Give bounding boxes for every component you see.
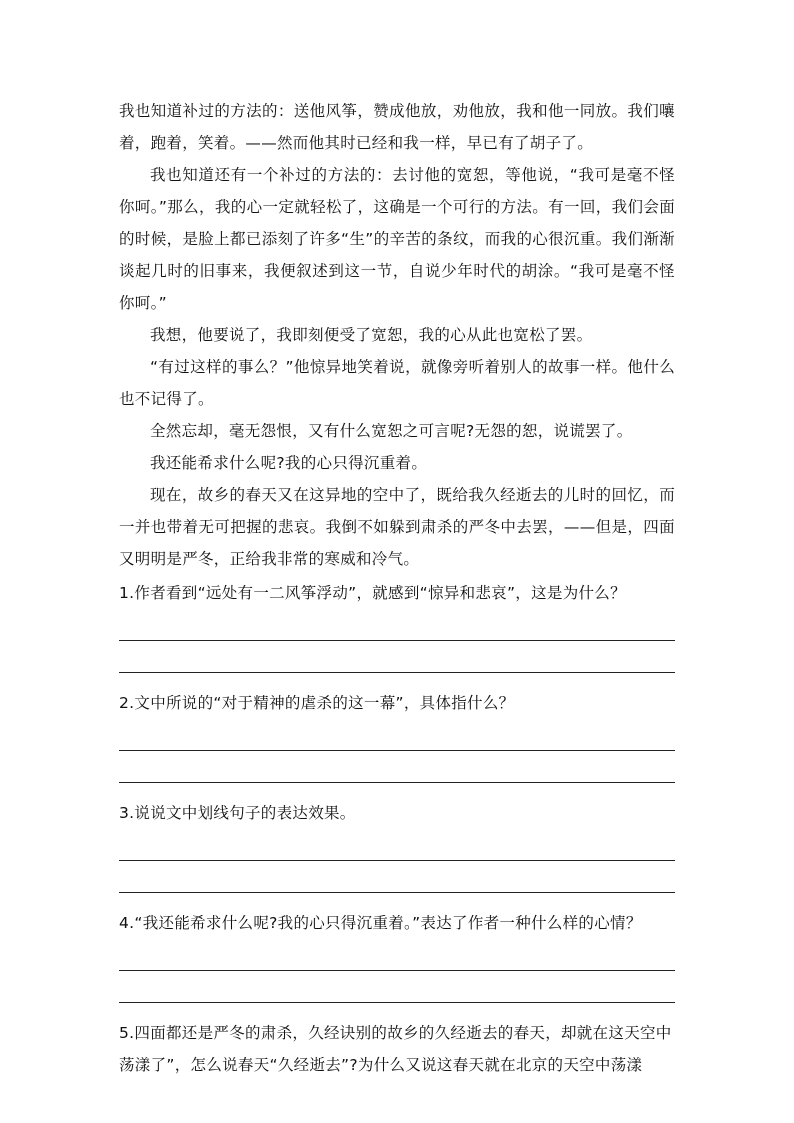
answer-line[interactable] <box>119 641 675 673</box>
passage-paragraph: 全然忘却，毫无怨恨，又有什么宽恕之可言呢?无怨的恕，说谎罢了。 <box>150 422 633 440</box>
question-text: 2.文中所说的“对于精神的虐杀的这一幕”，具体指什么？ <box>119 694 515 712</box>
passage-paragraph: 现在，故乡的春天又在这异地的空中了，既给我久经逝去的儿时的回忆，而一并也带着无可把握的悲哀。我倒不如躲到肃杀的严冬中去罢，——但是，四面又明明是严冬，正给我非常的寒威和冷气。 <box>119 486 675 568</box>
passage-paragraph: “有过这样的事么？”他惊异地笑着说，就像旁听着别人的故事一样。他什么也不记得了。 <box>119 358 675 408</box>
question-list <box>119 577 675 1081</box>
passage-paragraph: 我想，他要说了，我即刻便受了宽恕，我的心从此也宽松了罢。 <box>150 326 593 344</box>
answer-line[interactable] <box>119 719 675 751</box>
question-block <box>119 687 675 783</box>
reading-passage <box>119 95 675 575</box>
question-text: 4.“我还能希求什么呢?我的心只得沉重着。”表达了作者一种什么样的心情？ <box>119 914 642 932</box>
answer-line[interactable] <box>119 751 675 783</box>
passage-paragraph: 我还能希求什么呢?我的心只得沉重着。 <box>150 454 428 472</box>
question-text: 5.四面都还是严冬的肃杀，久经诀别的故乡的久经逝去的春天，却就在这天空中荡漾了”，怎么说春天“久经逝去”?为什么又说这春天就在北京的天空中荡漾 <box>119 1024 672 1074</box>
worksheet-content <box>119 95 675 1081</box>
question-block <box>119 1017 675 1081</box>
answer-line[interactable] <box>119 609 675 641</box>
answer-line[interactable] <box>119 861 675 893</box>
question-text: 3.说说文中划线句子的表达效果。 <box>119 804 356 822</box>
question-block <box>119 577 675 673</box>
passage-paragraph: 我也知道补过的方法的：送他风筝，赞成他放，劝他放，我和他一同放。我们嚷着，跑着，笑着。——然而他其时已经和我一样，早已有了胡子了。 <box>119 102 675 152</box>
answer-line[interactable] <box>119 829 675 861</box>
question-block <box>119 907 675 1003</box>
passage-paragraph: 我也知道还有一个补过的方法的：去讨他的宽恕，等他说，“我可是毫不怪你呵。”那么，我的心一定就轻松了，这确是一个可行的方法。有一回，我们会面的时候，是脸上都已添刻了许多“生”的辛苦的条纹，而我的心很沉重。我们渐渐谈起几时的旧事来，我便叙述到这一节，自说少年时代的胡涂。“我可是毫不怪你呵。” <box>119 166 675 312</box>
answer-line[interactable] <box>119 939 675 971</box>
answer-line[interactable] <box>119 971 675 1003</box>
question-text: 1.作者看到“远处有一二风筝浮动”，就感到“惊异和悲哀”，这是为什么？ <box>119 584 626 602</box>
question-block <box>119 797 675 893</box>
